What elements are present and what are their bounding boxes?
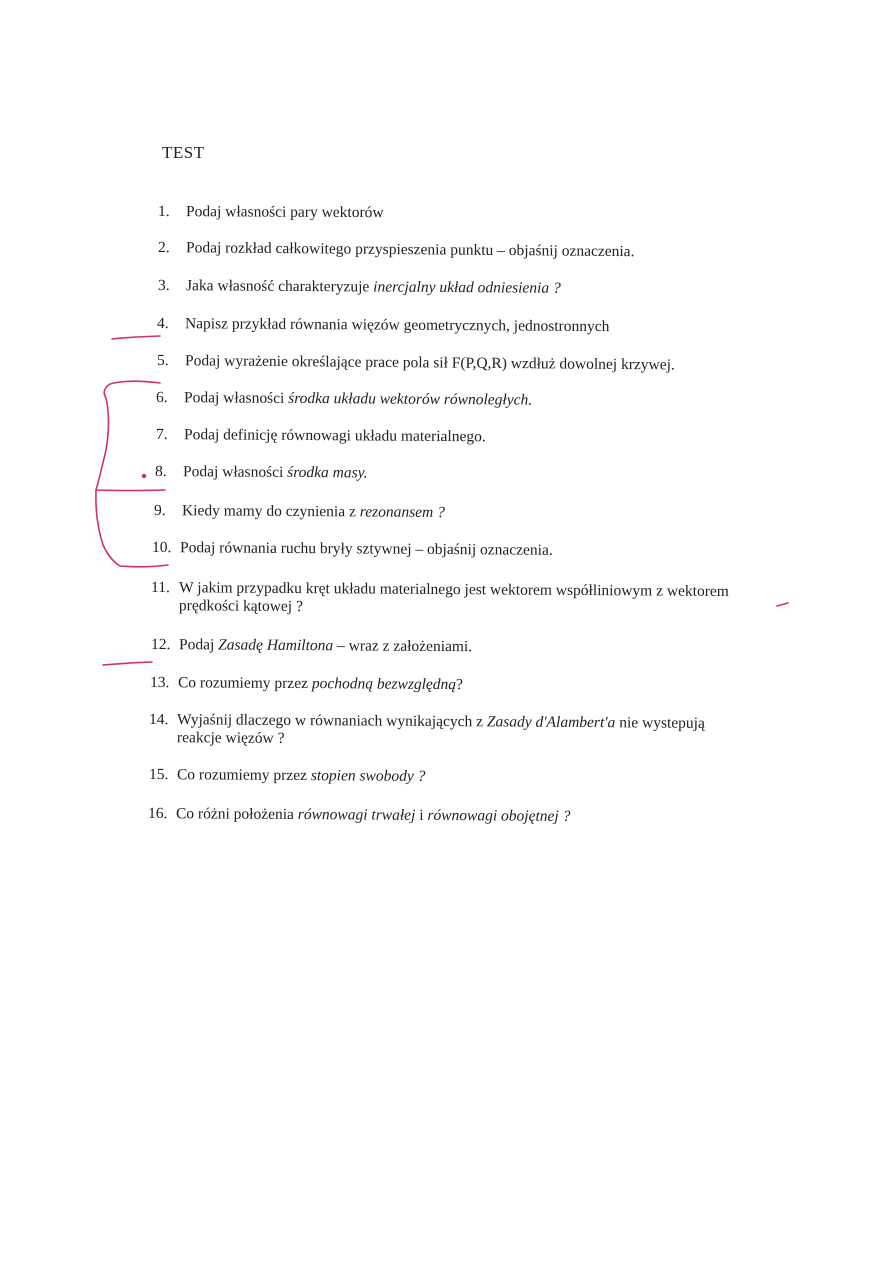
- pen-dash-q12: [103, 662, 152, 665]
- question-3: [158, 277, 561, 298]
- question-12: [151, 636, 472, 656]
- question-text-continuation: reakcje więzów ?: [176, 729, 285, 747]
- question-number: 11.: [151, 579, 170, 597]
- question-number: 3.: [157, 277, 170, 295]
- question-text: W jakim przypadku kręt układu materialnego jest wektorem współliniowym z wektorem: [179, 579, 729, 601]
- question-number: 8.: [154, 463, 167, 481]
- question-number: 9.: [153, 502, 166, 520]
- question-text: Podaj definicję równowagi układu materialnego.: [183, 426, 486, 446]
- question-1: [158, 203, 384, 222]
- question-15: [149, 766, 426, 786]
- question-number: 1.: [157, 203, 170, 221]
- question-text: Kiedy mamy do czynienia z rezonansem ?: [181, 502, 445, 522]
- question-number: 16.: [147, 805, 168, 823]
- question-number: 15.: [148, 766, 169, 784]
- question-text: Podaj Zasadę Hamiltona – wraz z założeniami.: [178, 636, 473, 656]
- pen-tick-q11: [777, 603, 788, 606]
- question-2: [158, 239, 635, 261]
- question-11: [151, 579, 729, 619]
- question-text: Wyjaśnij dlaczego w równaniach wynikających z Zasady d'Alambert'a nie wystepują: [177, 711, 705, 732]
- question-text: Podaj własności środka masy.: [182, 463, 368, 482]
- question-number: 13.: [149, 674, 170, 692]
- question-16: [148, 805, 571, 826]
- question-6: [156, 389, 532, 410]
- question-8: [155, 463, 368, 482]
- question-text: Podaj własności środka układu wektorów równoległych.: [183, 389, 533, 409]
- pen-dash-q4: [112, 336, 160, 339]
- question-text-continuation: prędkości kątowej ?: [178, 597, 303, 616]
- question-9: [154, 502, 445, 522]
- question-text: Co rozumiemy przez pochodną bezwzględną?: [177, 674, 464, 694]
- question-number: 14.: [149, 711, 169, 729]
- question-text: Co rozumiemy przez stopien swobody ?: [176, 766, 426, 785]
- question-text: Jaka własność charakteryzuje inercjalny układ odniesienia ?: [185, 277, 561, 297]
- question-5: [157, 352, 675, 375]
- question-text: Podaj równania ruchu bryły sztywnej – objaśnij oznaczenia.: [179, 539, 553, 559]
- question-number: 5.: [156, 352, 169, 370]
- question-number: 4.: [156, 315, 169, 333]
- page-title: TEST: [162, 143, 205, 162]
- question-14: [149, 711, 705, 751]
- question-text: Co różni położenia równowagi trwałej i równowagi obojętnej ?: [175, 805, 571, 825]
- question-number: 12.: [150, 636, 171, 654]
- question-text: Podaj rozkład całkowitego przyspieszenia punktu – objaśnij oznaczenia.: [185, 239, 635, 261]
- question-text: Napisz przykład równania więzów geometrycznych, jednostronnych: [184, 315, 610, 336]
- question-text: Podaj własności pary wektorów: [185, 203, 384, 222]
- question-7: [156, 426, 486, 446]
- question-number: 2.: [157, 239, 170, 257]
- question-text: Podaj wyrażenie określające prace pola sił F(P,Q,R) wzdłuż dowolnej krzywej.: [184, 352, 675, 374]
- question-number: 7.: [155, 426, 168, 444]
- question-10: [152, 539, 553, 560]
- question-number: 6.: [155, 389, 168, 407]
- pen-dot-q8: [142, 474, 146, 478]
- question-number: 10.: [151, 539, 172, 557]
- question-13: [150, 674, 463, 694]
- question-4: [157, 315, 610, 336]
